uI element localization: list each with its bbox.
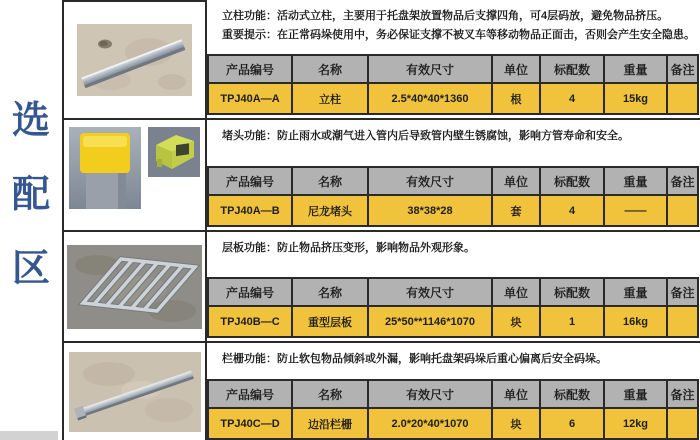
product-photo-cell — [62, 232, 207, 341]
product-photo-cell — [62, 120, 207, 230]
col-header-size: 有效尺寸 — [368, 55, 492, 83]
spec-table — [207, 166, 699, 227]
cell-unit: 块 — [492, 306, 540, 337]
cell-remark — [667, 195, 698, 226]
edge-rail-photo — [69, 352, 201, 432]
steel-post-photo — [77, 24, 192, 96]
section-content — [207, 343, 700, 440]
table-data-row — [208, 408, 698, 439]
table-header-row — [208, 167, 698, 195]
desc-line: 重要提示：在正常码垛使用中，务必保证支撑不被叉车等移动物品正面击，否则会产生安全隐患。 — [222, 29, 695, 42]
cell-weight: 16kg — [604, 306, 667, 337]
desc-line: 栏栅功能：防止软包物品倾斜或外漏，影响托盘架码垛后重心偏离后安全码垛。 — [222, 353, 607, 365]
col-header-weight: 重量 — [604, 55, 667, 83]
section-content — [207, 232, 700, 341]
product-description — [207, 343, 700, 369]
col-header-size: 有效尺寸 — [368, 167, 492, 195]
col-header-weight: 重量 — [604, 380, 667, 408]
cell-unit: 块 — [492, 408, 540, 439]
col-header-unit: 单位 — [492, 167, 540, 195]
cell-name: 重型层板 — [292, 306, 368, 337]
cell-remark — [667, 83, 698, 114]
spec-table — [207, 54, 699, 115]
product-description — [207, 120, 700, 146]
col-header-name: 名称 — [292, 167, 368, 195]
col-header-name: 名称 — [292, 55, 368, 83]
cell-name: 尼龙堵头 — [292, 195, 368, 226]
sidebar-title-char: 区 — [11, 248, 50, 290]
table-header-row — [208, 278, 698, 306]
cell-unit: 根 — [492, 83, 540, 114]
sections-container — [62, 0, 700, 440]
col-header-size: 有效尺寸 — [368, 278, 492, 306]
cell-name: 立柱 — [292, 83, 368, 114]
section-post — [62, 0, 700, 120]
col-header-remark: 备注 — [667, 380, 698, 408]
cell-weight: —— — [604, 195, 667, 226]
col-header-remark: 备注 — [667, 278, 698, 306]
col-header-product-code: 产品编号 — [208, 55, 292, 83]
product-photo-cell — [62, 0, 207, 118]
col-header-product-code: 产品编号 — [208, 167, 292, 195]
desc-line: 堵头功能：防止雨水或潮气进入管内后导致管内壁生锈腐蚀，影响方管寿命和安全。 — [222, 130, 629, 142]
cell-size: 2.5*40*40*1360 — [368, 83, 492, 114]
col-header-name: 名称 — [292, 380, 368, 408]
col-header-unit: 单位 — [492, 380, 540, 408]
cell-weight: 15kg — [604, 83, 667, 114]
col-header-qty: 标配数 — [540, 380, 604, 408]
col-header-size: 有效尺寸 — [368, 380, 492, 408]
section-rail — [62, 343, 700, 440]
section-content — [207, 120, 700, 230]
col-header-unit: 单位 — [492, 55, 540, 83]
col-header-weight: 重量 — [604, 167, 667, 195]
cell-product-code: TPJ40A—B — [208, 195, 292, 226]
sidebar-title-char: 选 — [11, 100, 50, 142]
section-content — [207, 0, 700, 118]
cell-size: 38*38*28 — [368, 195, 492, 226]
cell-weight: 12kg — [604, 408, 667, 439]
scan-edge-strip — [0, 431, 58, 440]
col-header-product-code: 产品编号 — [208, 380, 292, 408]
col-header-product-code: 产品编号 — [208, 278, 292, 306]
cell-qty: 4 — [540, 83, 604, 114]
spec-table — [207, 379, 699, 440]
plug-part-photo — [148, 127, 200, 177]
col-header-remark: 备注 — [667, 167, 698, 195]
cell-product-code: TPJ40A—A — [208, 83, 292, 114]
table-data-row — [208, 195, 698, 226]
product-description — [207, 0, 700, 46]
section-plug — [62, 120, 700, 232]
plug-on-post-photo — [69, 127, 141, 209]
cell-product-code: TPJ40C—D — [208, 408, 292, 439]
table-header-row — [208, 380, 698, 408]
desc-line: 立柱功能：活动式立柱，主要用于托盘架放置物品后支撑四角，可4层码放，避免物品挤压。 — [222, 10, 669, 22]
desc-line: 层板功能：防止物品挤压变形，影响物品外观形象。 — [222, 242, 475, 254]
table-data-row — [208, 306, 698, 337]
product-photo-cell — [62, 343, 207, 440]
cell-size: 25*50**1146*1070 — [368, 306, 492, 337]
cell-unit: 套 — [492, 195, 540, 226]
col-header-unit: 单位 — [492, 278, 540, 306]
col-header-name: 名称 — [292, 278, 368, 306]
col-header-remark: 备注 — [667, 55, 698, 83]
col-header-qty: 标配数 — [540, 278, 604, 306]
cell-remark — [667, 306, 698, 337]
yellow-nylon-plug-photos — [69, 127, 200, 209]
col-header-qty: 标配数 — [540, 167, 604, 195]
cell-name: 边沿栏栅 — [292, 408, 368, 439]
sidebar — [0, 0, 62, 440]
sidebar-title-char: 配 — [11, 174, 50, 216]
cell-qty: 1 — [540, 306, 604, 337]
cell-qty: 4 — [540, 195, 604, 226]
cell-qty: 6 — [540, 408, 604, 439]
section-panel — [62, 232, 700, 343]
cell-product-code: TPJ40B—C — [208, 306, 292, 337]
col-header-weight: 重量 — [604, 278, 667, 306]
table-data-row — [208, 83, 698, 114]
cell-size: 2.0*20*40*1070 — [368, 408, 492, 439]
col-header-qty: 标配数 — [540, 55, 604, 83]
cell-remark — [667, 408, 698, 439]
product-description — [207, 232, 700, 258]
table-header-row — [208, 55, 698, 83]
steel-layer-panel-photo — [67, 245, 202, 329]
spec-table — [207, 277, 699, 338]
